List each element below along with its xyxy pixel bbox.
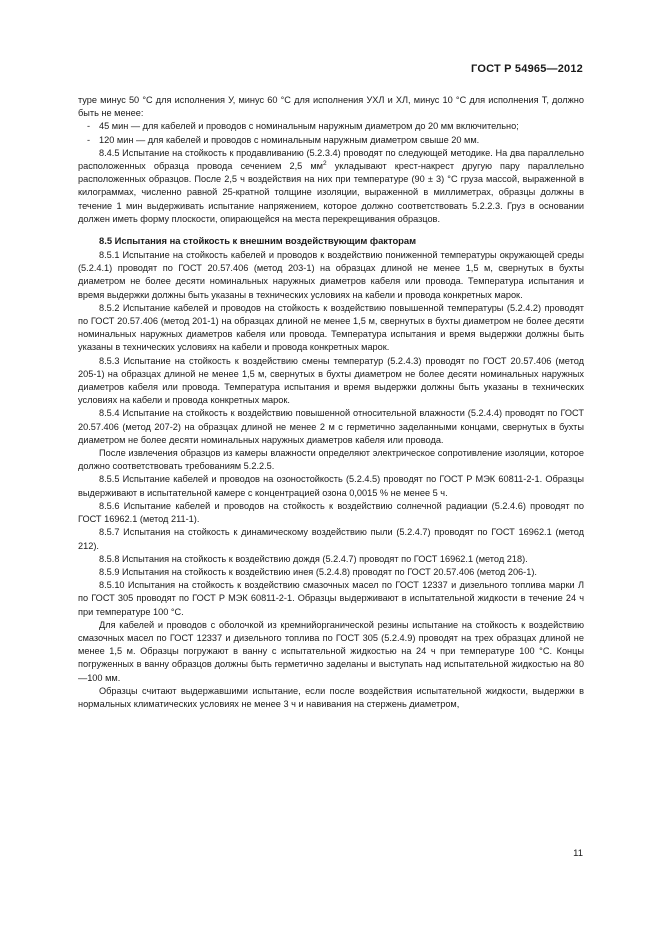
list-item	[78, 120, 584, 133]
list-item	[78, 134, 584, 147]
paragraph-8-5-10: 8.5.10 Испытания на стойкость к воздействию смазочных масел по ГОСТ 12337 и дизельного топлива марки Л по ГОСТ 305 проводят по ГОСТ Р МЭК 60811-2-1. Образцы выдерживают в испытательной жидкости в течение 24 ч при температуре 100 °C.	[78, 580, 584, 617]
paragraph-8-5-4-cont: После извлечения образцов из камеры влажности определяют электрическое сопротивление изоляции, которое должно соответствовать требованиям 5.2.2.5.	[78, 448, 584, 472]
paragraph-8-5-9: 8.5.9 Испытания на стойкость к воздействию инея (5.2.4.8) проводят по ГОСТ 20.57.406 (метод 206-1).	[99, 566, 537, 577]
page-number: 11	[573, 848, 583, 859]
standard-id-header: ГОСТ Р 54965—2012	[471, 63, 583, 75]
paragraph-8-5-1: 8.5.1 Испытание на стойкость кабелей и проводов к воздействию пониженной температуры окружающей среды (5.2.4.1) проводят по ГОСТ 20.57.406 (метод 203-1) на образцах длиной не менее 1,5 м, свернутых в бухты диаметром не более десяти номинальных наружных диаметров кабеля или провода. Температура испытания и время выдержки должны быть указаны в технических условиях на кабели и провода конкретных марок.	[78, 250, 584, 300]
paragraph-8-5-7: 8.5.7 Испытания на стойкость к динамическому воздействию пыли (5.2.4.7) проводят по ГОСТ 16962.1 (метод 212).	[78, 527, 584, 551]
paragraph-8-4-5	[78, 147, 584, 226]
paragraph-text: укладывают крест-накрест другую пару параллельно расположенных образцов. После 2,5 ч воздействия на них при температуре (90 ± 3) °C груза массой, выраженной в килограммах, численно равной 25-кратной толщине изоляции, выраженной в миллиметрах, образцы должны в течение 1 мин выдерживать испытание напряжением, которое должно соответствовать 5.2.2.3. Груз в основании должен иметь форму плоскости, опирающейся на места перекрещивания образцов.	[78, 161, 584, 224]
paragraph-8-5-5: 8.5.5 Испытание кабелей и проводов на озоностойкость (5.2.4.5) проводят по ГОСТ Р МЭК 60811-2-1. Образцы выдерживают в испытательной камере с концентрацией озона 0,0015 % не менее 5 ч.	[78, 474, 584, 498]
list-item-text: 120 мин — для кабелей и проводов с номинальным наружным диаметром свыше 20 мм.	[99, 134, 480, 145]
section-heading-8-5: 8.5 Испытания на стойкость к внешним воздействующим факторам	[99, 235, 417, 247]
paragraph-continuation: туре минус 50 °C для исполнения У, минус 60 °C для исполнения УХЛ и ХЛ, минус 10 °C для исполнения Т, должно быть не менее:	[78, 95, 584, 119]
paragraph-8-5-6: 8.5.6 Испытание кабелей и проводов на стойкость к воздействию солнечной радиации (5.2.4.6) проводят по ГОСТ 16962.1 (метод 211-1).	[78, 500, 584, 525]
document-body	[78, 94, 584, 711]
superscript: 2	[323, 159, 327, 167]
dash-bullet: -	[86, 121, 91, 132]
paragraph-8-5-10-cont: Для кабелей и проводов с оболочкой из кремнийорганической резины испытание на стойкость к воздействию смазочных масел по ГОСТ 12337 и дизельного топлива по ГОСТ 305 (5.2.4.9) проводят на трех образцах длиной не менее 1,5 м. Образцы погружают в ванну с испытательной жидкостью на 24 ч при температуре 100 °C. Концы погруженных в ванну образцов должны быть герметично заделаны и выступать над испытательной жидкостью на 80—100 мм.	[78, 619, 584, 683]
paragraph-8-5-2: 8.5.2 Испытание кабелей и проводов на стойкость к воздействию повышенной температуры (5.2.4.2) проводят по ГОСТ 20.57.406 (метод 201-1) на образцах длиной не менее 1,5 м, свернутых в бухты диаметром не более десяти номинальных наружных диаметров кабеля или провода. Температура испытания и время выдержки должны быть указаны в технических условиях на кабели и провода конкретных марок.	[78, 302, 584, 353]
paragraph-8-5-10-cont2: Образцы считают выдержавшими испытание, если после воздействия испытательной жидкости, выдержки в нормальных климатических условиях не менее 3 ч и навивания на стержень диаметром,	[78, 685, 584, 709]
paragraph-8-5-8: 8.5.8 Испытания на стойкость к воздействию дождя (5.2.4.7) проводят по ГОСТ 16962.1 (метод 218).	[99, 553, 528, 564]
dash-bullet: -	[86, 134, 91, 145]
paragraph-text: 8.4.5 Испытание на стойкость к продавливанию (5.2.3.4) проводят по следующей методике. На два параллельно расположенных образца провода сечением 2,5 мм	[78, 147, 584, 172]
paragraph-8-5-3: 8.5.3 Испытание на стойкость к воздействию смены температур (5.2.4.3) проводят по ГОСТ 20.57.406 (метод 205-1) на образцах длиной не менее 1,5 м, свернутых в бухты диаметром не более десяти номинальных наружных диаметров кабеля или провода. Температура испытания и время выдержки должны быть указаны в технических условиях на кабели и провода конкретных марок.	[78, 355, 584, 406]
list-item-text: 45 мин — для кабелей и проводов с номинальным наружным диаметром до 20 мм включительно;	[99, 121, 519, 132]
paragraph-8-5-4: 8.5.4 Испытание на стойкость к воздействию повышенной относительной влажности (5.2.4.4) проводят по ГОСТ 20.57.406 (метод 207-2) на образцах длиной не менее 2 м с герметично заделанными концами, свернутых в бухты диаметром не более десяти номинальных наружных диаметров кабеля или провода.	[78, 408, 584, 445]
